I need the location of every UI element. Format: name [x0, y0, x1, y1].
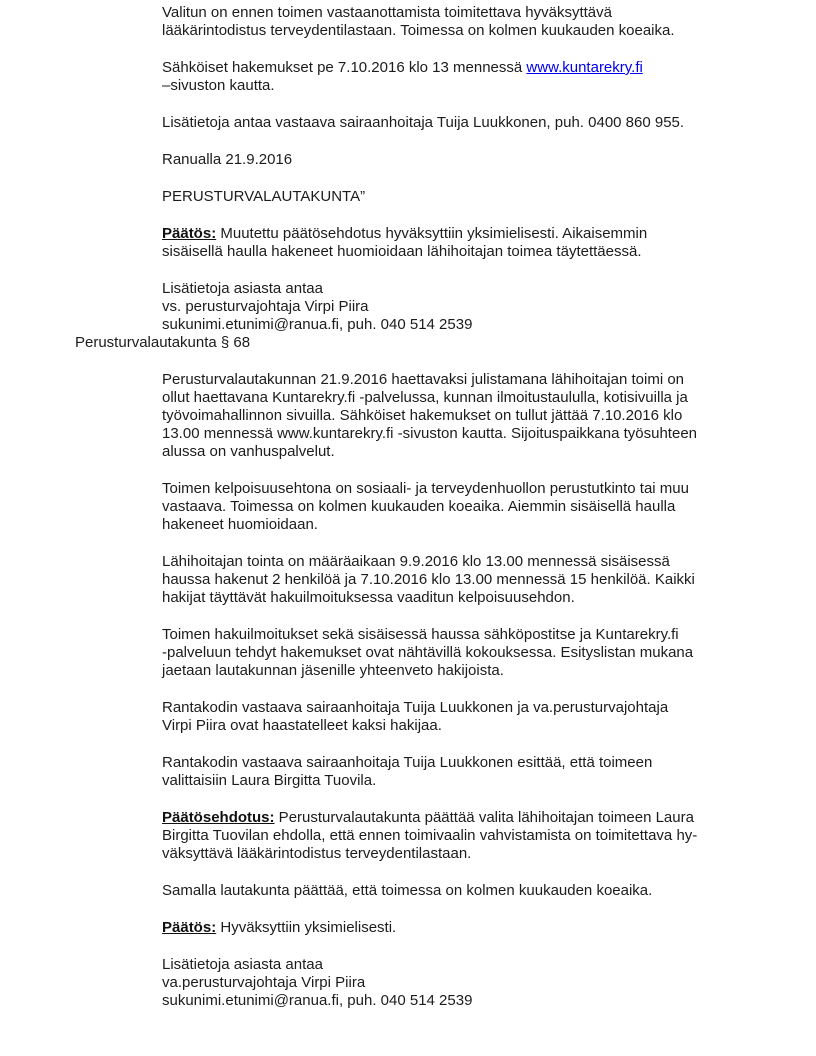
decision-label: Päätös: — [162, 919, 217, 936]
text-line — [162, 22, 756, 40]
text-segment: Ranualla 21.9.2016 — [162, 151, 293, 168]
text-line — [162, 809, 756, 827]
text-segment: Hyväksyttiin yksimielisesti. — [216, 919, 397, 936]
para-paatos-2 — [162, 919, 756, 937]
text-line — [162, 59, 756, 77]
text-segment: sukunimi.etunimi@ranua.fi, puh. 040 514 2539 — [162, 316, 473, 333]
text-segment: Perusturvalautakunta § 68 — [75, 334, 251, 351]
text-segment: sukunimi.etunimi@ranua.fi, puh. 040 514 2539 — [162, 992, 473, 1009]
para-lisatietoja-luukkonen — [162, 114, 756, 132]
heading-pykala-68 — [75, 334, 756, 352]
text-segment: –sivuston kautta. — [162, 77, 275, 94]
text-segment: Valitun on ennen toimen vastaanottamista toimitettava hyväksyttävä — [162, 4, 612, 21]
text-line — [162, 443, 756, 461]
text-line — [162, 553, 756, 571]
text-segment: vastaava. Toimessa on kolmen kuukauden koeaika. Aiemmin sisäisellä haulla — [162, 498, 676, 515]
text-segment: hakeneet huomioidaan. — [162, 516, 318, 533]
para-sahkoiset-hakemukset — [162, 59, 756, 95]
text-line — [162, 151, 756, 169]
text-segment: lääkärintodistus terveydentilastaan. Toimessa on kolmen kuukauden koeaika. — [162, 22, 675, 39]
para-paatos-1 — [162, 225, 756, 261]
text-line — [75, 334, 756, 352]
text-line — [162, 956, 756, 974]
text-line — [162, 280, 756, 298]
text-line — [162, 644, 756, 662]
text-line — [162, 389, 756, 407]
text-line — [162, 243, 756, 261]
para-hakuilmoitukset — [162, 626, 756, 680]
text-line — [162, 754, 756, 772]
text-segment: sisäisellä haulla hakeneet huomioidaan lähihoitajan toimea täytettäessä. — [162, 243, 642, 260]
text-segment: Perusturvalautakunnan 21.9.2016 haettavaksi julistamana lähihoitajan toimi on — [162, 371, 685, 388]
text-segment: Samalla lautakunta päättää, että toimessa on kolmen kuukauden koeaika. — [162, 882, 653, 899]
text-segment: Muutettu päätösehdotus hyväksyttiin yksimielisesti. Aikaisemmin — [216, 225, 648, 242]
text-segment: PERUSTURVALAUTAKUNTA” — [162, 188, 366, 205]
text-line — [162, 516, 756, 534]
text-segment: Lisätietoja asiasta antaa — [162, 956, 323, 973]
text-segment: jaetaan lautakunnan jäsenille yhteenveto hakijoista. — [162, 662, 504, 679]
para-perusturvalautakunta-sign — [162, 188, 756, 206]
text-line — [162, 626, 756, 644]
text-line — [162, 699, 756, 717]
text-segment: vs. perusturvajohtaja Virpi Piira — [162, 298, 369, 315]
text-line — [162, 992, 756, 1010]
text-segment: Rantakodin vastaava sairaanhoitaja Tuija Luukkonen ja va.perusturvajohtaja — [162, 699, 669, 716]
text-line — [162, 589, 756, 607]
para-esitys — [162, 754, 756, 790]
text-line — [162, 316, 756, 334]
para-lisatietoja-virpi-2 — [162, 956, 756, 1010]
para-paatosehdotus — [162, 809, 756, 863]
text-line — [162, 974, 756, 992]
text-segment: Lisätietoja asiasta antaa — [162, 280, 323, 297]
text-line — [162, 480, 756, 498]
text-segment: alussa on vanhuspalvelut. — [162, 443, 335, 460]
text-segment: Toimen kelpoisuusehtona on sosiaali- ja terveydenhuollon perustutkinto tai muu — [162, 480, 689, 497]
text-segment: -palveluun tehdyt hakemukset ovat nähtävillä kokouksessa. Esityslistan mukana — [162, 644, 694, 661]
text-line — [162, 571, 756, 589]
text-line — [162, 845, 756, 863]
text-segment: Toimen hakuilmoitukset sekä sisäisessä haussa sähköpostitse ja Kuntarekry.fi — [162, 626, 679, 643]
para-hakijamaarat — [162, 553, 756, 607]
text-line — [162, 882, 756, 900]
text-segment: haussa hakenut 2 henkilöä ja 7.10.2016 klo 13.00 mennessä 15 henkilöä. Kaikki — [162, 571, 695, 588]
text-line — [162, 717, 756, 735]
text-segment: Sähköiset hakemukset pe 7.10.2016 klo 13 mennessä — [162, 59, 527, 76]
text-line — [162, 772, 756, 790]
para-haastattelu — [162, 699, 756, 735]
para-haettavaksi — [162, 371, 756, 461]
decision-label: Päätösehdotus: — [162, 809, 275, 826]
text-segment: Virpi Piira ovat haastatelleet kaksi hakijaa. — [162, 717, 442, 734]
text-line — [162, 407, 756, 425]
text-line — [162, 371, 756, 389]
para-lisatietoja-virpi-1 — [162, 280, 756, 334]
text-line — [162, 114, 756, 132]
text-line — [162, 188, 756, 206]
text-segment: väksyttävä lääkärintodistus terveydentilastaan. — [162, 845, 472, 862]
text-line — [162, 4, 756, 22]
text-segment: valittaisiin Laura Birgitta Tuovila. — [162, 772, 377, 789]
para-ranualla-date — [162, 151, 756, 169]
text-segment: Lähihoitajan tointa on määräaikaan 9.9.2016 klo 13.00 mennessä sisäisessä — [162, 553, 670, 570]
text-line — [162, 662, 756, 680]
text-segment: hakijat täyttävät hakuilmoituksessa vaaditun kelpoisuusehdon. — [162, 589, 575, 606]
text-segment: ollut haettavana Kuntarekry.fi -palvelussa, kunnan ilmoitustaululla, kotisivuilla ja — [162, 389, 688, 406]
text-line — [162, 498, 756, 516]
text-segment: 13.00 mennessä www.kuntarekry.fi -sivuston kautta. Sijoituspaikkana työsuhteen — [162, 425, 698, 442]
text-line — [162, 827, 756, 845]
para-kelpoisuusehto — [162, 480, 756, 534]
text-line — [162, 225, 756, 243]
text-segment: Rantakodin vastaava sairaanhoitaja Tuija Luukkonen esittää, että toimeen — [162, 754, 653, 771]
decision-label: Päätös: — [162, 225, 217, 242]
text-segment: Lisätietoja antaa vastaava sairaanhoitaja Tuija Luukkonen, puh. 0400 860 955. — [162, 114, 685, 131]
kuntarekry-link[interactable]: www.kuntarekry.fi — [526, 59, 643, 76]
text-segment: va.perusturvajohtaja Virpi Piira — [162, 974, 366, 991]
text-line — [162, 298, 756, 316]
text-segment: Perusturvalautakunta päättää valita lähihoitajan toimeen Laura — [274, 809, 694, 826]
para-valitun-todistus — [162, 4, 756, 40]
para-koeaika — [162, 882, 756, 900]
text-segment: Birgitta Tuovilan ehdolla, että ennen toimivaalin vahvistamista on toimitettava hy- — [162, 827, 698, 844]
text-line — [162, 425, 756, 443]
text-line — [162, 77, 756, 95]
text-segment: työvoimahallinnon sivuilla. Sähköiset hakemukset on tullut jättää 7.10.2016 klo — [162, 407, 683, 424]
text-line — [162, 919, 756, 937]
